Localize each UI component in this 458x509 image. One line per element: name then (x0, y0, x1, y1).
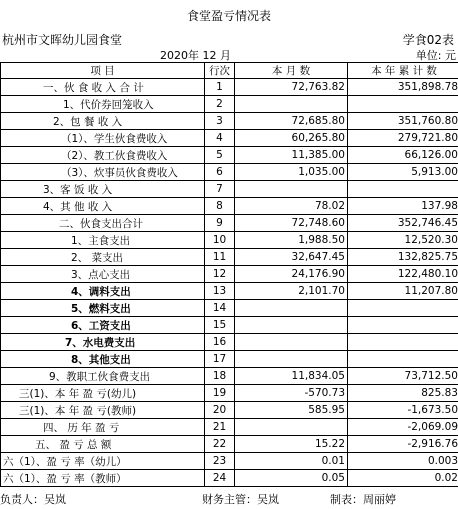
row-item-label: 7、水电费支出 (1, 334, 205, 351)
row-item-label: 2、包 餐 收 入 (1, 113, 205, 130)
row-item-label: 五、 盈 亏 总 额 (1, 436, 205, 453)
row-number: 7 (205, 181, 235, 198)
column-header-item: 项 目 (1, 63, 205, 79)
row-item-label: 4、调料支出 (1, 283, 205, 300)
row-number: 4 (205, 130, 235, 147)
report-date: 2020年 12 月 (160, 49, 231, 62)
table-row (1, 300, 458, 317)
this-month-value: 24,176.90 (235, 266, 348, 283)
table-row (1, 198, 458, 215)
row-item-label: 1、主食支出 (1, 232, 205, 249)
table-row (1, 232, 458, 249)
this-month-value: 1,988.50 (235, 232, 348, 249)
this-month-value: 72,685.80 (235, 113, 348, 130)
this-month-value: 78.02 (235, 198, 348, 215)
year-to-date-value: 351,898.78 (348, 79, 458, 96)
year-to-date-value (348, 300, 458, 317)
this-month-value: 0.01 (235, 453, 348, 470)
this-month-value: 72,748.60 (235, 215, 348, 232)
row-item-label: （3）、炊事员伙食费收入 (1, 164, 205, 181)
row-item-label: 9、教职工伙食费支出 (1, 368, 205, 385)
year-to-date-value: 0.02 (348, 470, 458, 487)
row-item-label: 三(1)、本 年 盈 亏(教师) (1, 402, 205, 419)
year-to-date-value: 73,712.50 (348, 368, 458, 385)
row-item-label: 1、代价券回笼收入 (1, 96, 205, 113)
this-month-value: 585.95 (235, 402, 348, 419)
year-to-date-value (348, 351, 458, 368)
table-row (1, 436, 458, 453)
row-item-label: 二、伙食支出合计 (1, 215, 205, 232)
table-row (1, 215, 458, 232)
year-to-date-value: 137.98 (348, 198, 458, 215)
table-row (1, 453, 458, 470)
table-row (1, 164, 458, 181)
row-number: 17 (205, 351, 235, 368)
table-row (1, 419, 458, 436)
row-item-label: 2、 菜支出 (1, 249, 205, 266)
row-number: 21 (205, 419, 235, 436)
table-row (1, 113, 458, 130)
this-month-value (235, 419, 348, 436)
this-month-value: 1,035.00 (235, 164, 348, 181)
this-month-value: 11,834.05 (235, 368, 348, 385)
this-month-value: -570.73 (235, 385, 348, 402)
row-number: 22 (205, 436, 235, 453)
row-item-label: （1）、学生伙食费收入 (1, 130, 205, 147)
row-item-label: 3、点心支出 (1, 266, 205, 283)
table-header-row (1, 63, 458, 79)
row-number: 9 (205, 215, 235, 232)
table-row (1, 334, 458, 351)
this-month-value (235, 317, 348, 334)
finance-supervisor: 财务主管：吴岚 (202, 493, 279, 506)
table-row (1, 249, 458, 266)
year-to-date-value: -2,916.76 (348, 436, 458, 453)
row-item-label: 六（1）、盈 亏 率（幼儿） (1, 453, 205, 470)
this-month-value (235, 300, 348, 317)
this-month-value: 32,647.45 (235, 249, 348, 266)
row-number: 8 (205, 198, 235, 215)
table-row (1, 79, 458, 96)
this-month-value: 15.22 (235, 436, 348, 453)
this-month-value (235, 96, 348, 113)
table-row (1, 351, 458, 368)
currency-unit: 单位: 元 (415, 49, 456, 62)
table-row (1, 266, 458, 283)
this-month-value: 0.05 (235, 470, 348, 487)
year-to-date-value (348, 181, 458, 198)
table-row (1, 181, 458, 198)
table-row (1, 130, 458, 147)
row-item-label: 4、其 他 收 入 (1, 198, 205, 215)
row-number: 23 (205, 453, 235, 470)
row-item-label: （2）、教工伙食费收入 (1, 147, 205, 164)
year-to-date-value: 352,746.45 (348, 215, 458, 232)
row-number: 13 (205, 283, 235, 300)
preparer: 制表：周丽婷 (330, 493, 396, 506)
this-month-value: 2,101.70 (235, 283, 348, 300)
row-number: 3 (205, 113, 235, 130)
year-to-date-value: 132,825.75 (348, 249, 458, 266)
table-row (1, 470, 458, 487)
row-item-label: 六（1）、盈 亏 率（教师） (1, 470, 205, 487)
form-number: 学食02表 (402, 33, 454, 47)
year-to-date-value: 122,480.10 (348, 266, 458, 283)
year-to-date-value: 66,126.00 (348, 147, 458, 164)
row-number: 12 (205, 266, 235, 283)
year-to-date-value: -2,069.09 (348, 419, 458, 436)
row-number: 1 (205, 79, 235, 96)
row-item-label: 三(1)、本 年 盈 亏(幼儿) (1, 385, 205, 402)
this-month-value: 72,763.82 (235, 79, 348, 96)
row-item-label: 3、客 饭 收 入 (1, 181, 205, 198)
row-number: 6 (205, 164, 235, 181)
row-number: 18 (205, 368, 235, 385)
table-row (1, 283, 458, 300)
table-row (1, 402, 458, 419)
profit-loss-table (0, 62, 458, 487)
table-row (1, 317, 458, 334)
row-number: 5 (205, 147, 235, 164)
table-row (1, 385, 458, 402)
year-to-date-value: 279,721.80 (348, 130, 458, 147)
year-to-date-value: 351,760.80 (348, 113, 458, 130)
year-to-date-value: 825.83 (348, 385, 458, 402)
manager-signature: 负责人：吴岚 (0, 493, 66, 506)
year-to-date-value: 11,207.80 (348, 283, 458, 300)
this-month-value (235, 351, 348, 368)
column-header-row-no: 行次 (205, 63, 235, 79)
row-item-label: 8、其他支出 (1, 351, 205, 368)
year-to-date-value: 0.003 (348, 453, 458, 470)
this-month-value: 60,265.80 (235, 130, 348, 147)
row-number: 19 (205, 385, 235, 402)
year-to-date-value: 12,520.30 (348, 232, 458, 249)
column-header-this-month: 本 月 数 (235, 63, 348, 79)
unit-name: 杭州市文晖幼儿园食堂 (2, 33, 123, 47)
row-number: 20 (205, 402, 235, 419)
year-to-date-value (348, 96, 458, 113)
this-month-value: 11,385.00 (235, 147, 348, 164)
row-item-label: 5、燃料支出 (1, 300, 205, 317)
this-month-value (235, 334, 348, 351)
row-number: 10 (205, 232, 235, 249)
row-item-label: 6、工资支出 (1, 317, 205, 334)
row-number: 15 (205, 317, 235, 334)
this-month-value (235, 181, 348, 198)
year-to-date-value: -1,673.50 (348, 402, 458, 419)
row-number: 24 (205, 470, 235, 487)
year-to-date-value (348, 317, 458, 334)
table-row (1, 96, 458, 113)
row-number: 16 (205, 334, 235, 351)
row-item-label: 四、 历 年 盈 亏 (1, 419, 205, 436)
row-number: 14 (205, 300, 235, 317)
table-row (1, 368, 458, 385)
page-title: 食堂盈亏情况表 (186, 9, 271, 23)
row-item-label: 一、伙 食 收 入 合 计 (1, 79, 205, 96)
row-number: 2 (205, 96, 235, 113)
year-to-date-value (348, 334, 458, 351)
row-number: 11 (205, 249, 235, 266)
column-header-year-to-date: 本 年 累 计 数 (348, 63, 458, 79)
year-to-date-value: 5,913.00 (348, 164, 458, 181)
table-row (1, 147, 458, 164)
